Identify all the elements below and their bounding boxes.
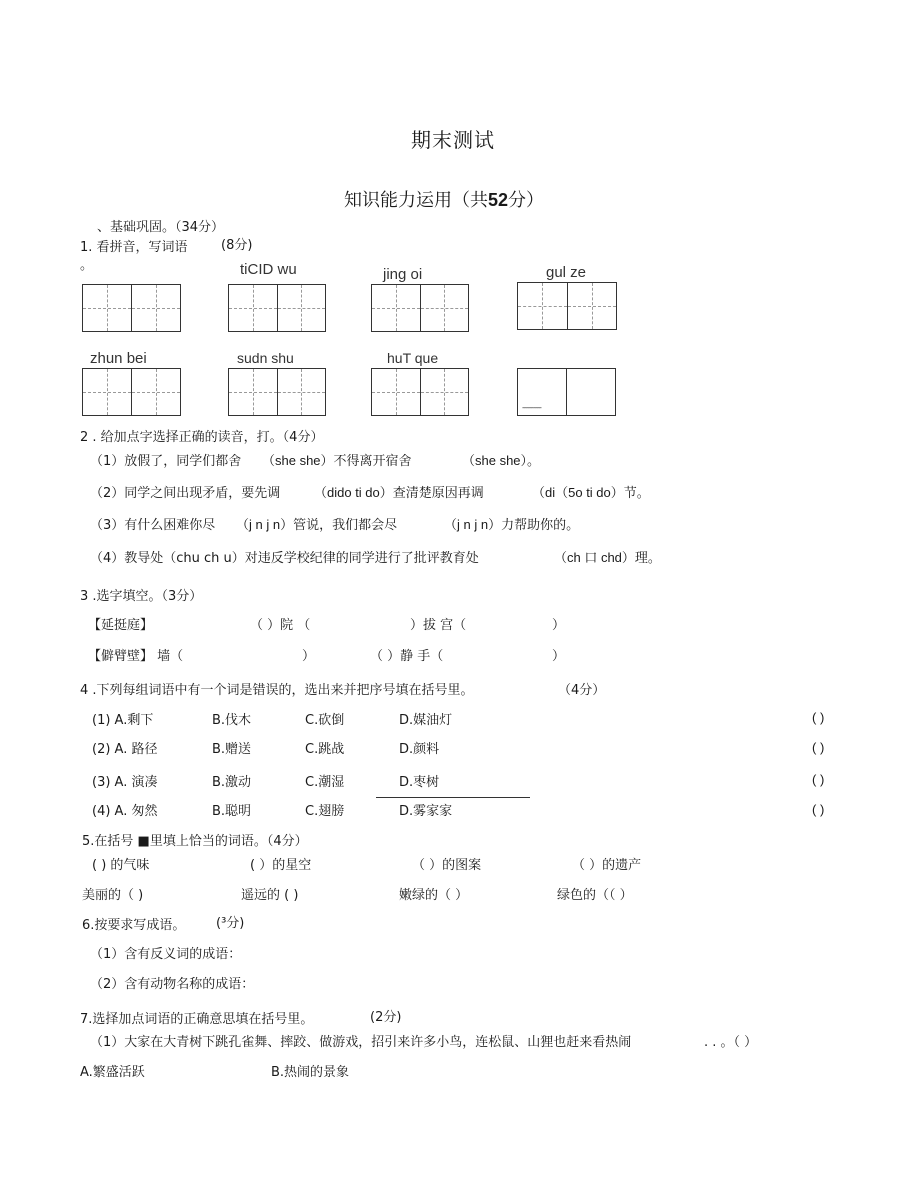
q4-r4-c: C.翅膀 (305, 804, 345, 819)
q4-r3-a: (3) A. 演凑 (92, 775, 158, 790)
q2-line-3b[interactable]: （j n j n）管说，我们都会尽 (236, 517, 398, 532)
q5-r1-d[interactable]: （ ）的遗产 (572, 858, 642, 873)
q7-option-a[interactable]: A.繁盛活跃 (80, 1065, 145, 1080)
q5-r2-d[interactable]: 绿色的（（ ） (557, 888, 633, 903)
q2-line-1a: （1）放假了，同学们都舍 (90, 454, 242, 469)
q4-score: （4分） (558, 683, 606, 698)
q4-r4-a: (4) A. 匆然 (92, 804, 158, 819)
q4-r1-answer[interactable]: ( ) (812, 710, 825, 725)
q5-r1-b[interactable]: ( ）的星空 (250, 858, 312, 873)
q7-score: (2分) (370, 1010, 402, 1025)
q4-r4-d: D.雾家家 (399, 804, 453, 819)
q1-dot: 。 (80, 258, 94, 273)
section-one-heading: 、基础巩固。（34分） (97, 220, 225, 235)
q3-row1-chars: 【延挺庭】 (88, 618, 154, 633)
q4-r4-answer[interactable]: ( ) (812, 802, 825, 817)
grid-dots: ---------- (522, 403, 541, 412)
q7-sentence: （1）大家在大青树下跳孔雀舞、摔跤、做游戏，招引来许多小鸟，连松鼠、山狸也赶来看热闹 (90, 1035, 632, 1050)
q3-row2-c[interactable]: （ ）静 手（ (370, 649, 444, 664)
writing-grid-2[interactable] (228, 284, 326, 332)
q4-r2-answer[interactable]: ( ) (812, 740, 825, 755)
q4-r1-c: C.砍倒 (305, 713, 345, 728)
q6-item-1: （1）含有反义词的成语： (90, 947, 242, 962)
q2-label: 2 . 给加点字选择正确的读音，打。（4分） (80, 430, 324, 445)
pinyin-6: huT que (387, 350, 439, 366)
q3-row2-chars[interactable]: 【僻臂壁】 墙（ (88, 649, 184, 664)
q2-line-2c[interactable]: （di（5o ti do）节。 (532, 485, 650, 500)
writing-grid-6[interactable] (228, 368, 326, 416)
q4-r2-c: C.跳战 (305, 742, 345, 757)
q4-r3-d: D.枣树 (399, 775, 440, 790)
q4-r2-a: (2) A. 路径 (92, 742, 158, 757)
q2-line-1c[interactable]: （she she）。 (462, 453, 541, 468)
q4-label: 4 .下列每组词语中有一个词是错误的，选出来并把序号填在括号里。 (80, 683, 474, 698)
q4-r3-b: B.激动 (212, 775, 252, 790)
q4-r4-b: B.聪明 (212, 804, 252, 819)
q4-r3-c: C.潮湿 (305, 775, 345, 790)
writing-grid-7[interactable] (371, 368, 469, 416)
q6-item-2: （2）含有动物名称的成语： (90, 977, 255, 992)
q2-line-1b[interactable]: （she she）不得离开宿舍 (262, 453, 412, 468)
pinyin-2: jing oi (383, 266, 423, 283)
section-heading: 知识能力运用（共52分） (344, 190, 545, 211)
q7-option-b[interactable]: B.热闹的景象 (271, 1065, 350, 1080)
writing-grid-3[interactable] (371, 284, 469, 332)
q4-r1-a: (1) A.剩下 (92, 713, 154, 728)
q4-r3-answer[interactable]: ( ) (812, 772, 825, 787)
divider-line (376, 797, 530, 798)
q2-line-4b[interactable]: （ch 口 chd）理。 (554, 550, 661, 565)
q1-label: 1. 看拼音，写词语 (80, 240, 188, 255)
q3-row1-c[interactable]: ）拔 宫（ (410, 618, 467, 633)
q7-label: 7.选择加点词语的正确意思填在括号里。 (80, 1012, 314, 1027)
q3-row1-d: ） (552, 618, 566, 633)
q4-r1-b: B.伐木 (212, 713, 252, 728)
pinyin-5: sudn shu (237, 350, 294, 366)
page-title: 期末测试 (411, 128, 495, 152)
writing-grid-1[interactable] (82, 284, 181, 332)
q3-row2-d: ） (552, 649, 566, 664)
q5-r2-c[interactable]: 嫩绿的（ ） (399, 888, 469, 903)
q4-r1-d: D.媒油灯 (399, 713, 453, 728)
q2-line-3c[interactable]: （j n j n）力帮助你的。 (444, 517, 580, 532)
q4-r2-b: B.赠送 (212, 742, 252, 757)
writing-grid-4[interactable] (517, 282, 617, 330)
q3-label: 3 .选字填空。（3分） (80, 589, 203, 604)
q2-line-4a: （4）教导处（chu ch u）对违反学校纪律的同学进行了批评教育处 (90, 551, 479, 566)
q2-line-2b[interactable]: （dido ti do）查清楚原因再调 (314, 485, 484, 500)
pinyin-1: tiCID wu (240, 261, 297, 278)
q2-line-2a: （2）同学之间出现矛盾，要先调 (90, 486, 281, 501)
q7-answer[interactable]: . . 。（ ） (704, 1035, 758, 1050)
q1-score: (8分) (221, 238, 253, 253)
q3-row1-b[interactable]: （ ）院 （ (250, 618, 311, 633)
q4-r2-d: D.颜料 (399, 742, 440, 757)
q5-r1-a[interactable]: ( ) 的气味 (92, 858, 150, 873)
writing-grid-5[interactable] (82, 368, 181, 416)
q5-r2-b[interactable]: 遥远的 ( ) (241, 888, 299, 903)
q6-label: 6.按要求写成语。 (82, 918, 186, 933)
q6-score: (³分) (216, 916, 245, 931)
q5-r2-a[interactable]: 美丽的（ ) (82, 888, 144, 903)
q2-line-3a: （3）有什么困难你尽 (90, 518, 216, 533)
writing-grid-8[interactable] (517, 368, 616, 416)
q3-row2-b: ） (302, 649, 316, 664)
pinyin-3: gul ze (546, 264, 587, 281)
q5-r1-c[interactable]: （ ）的图案 (412, 858, 482, 873)
pinyin-4: zhun bei (90, 350, 147, 367)
q5-label: 5.在括号 ■里填上恰当的词语。（4分） (82, 834, 308, 849)
